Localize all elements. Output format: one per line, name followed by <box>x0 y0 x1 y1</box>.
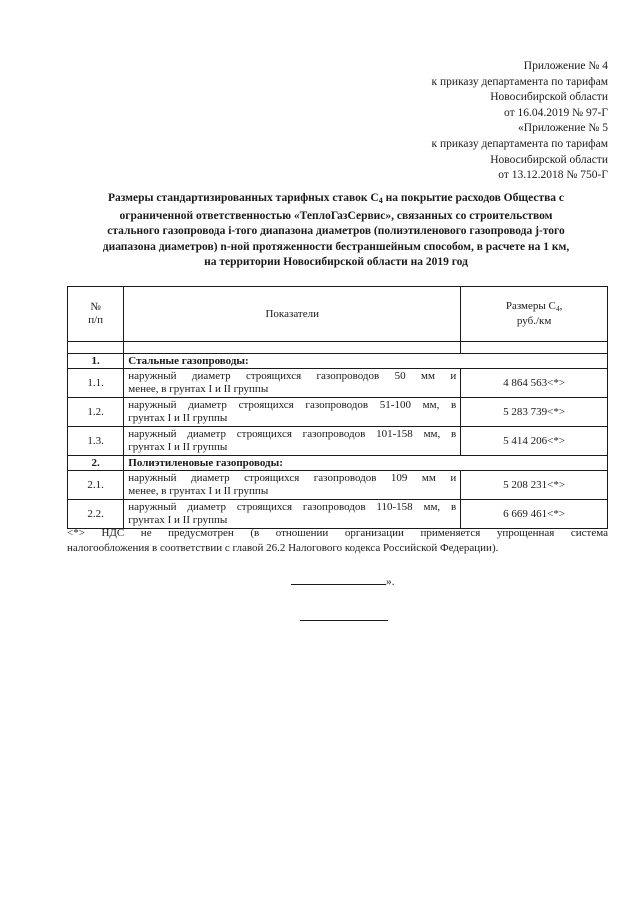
header-line: Приложение № 4 <box>523 60 608 72</box>
row-name <box>124 398 461 427</box>
header-line: Новосибирской области <box>490 91 608 104</box>
section-row-polyethylene <box>68 456 608 471</box>
row-num: 2.1. <box>68 471 124 500</box>
header-line: Новосибирской области <box>490 153 608 166</box>
row-name <box>124 427 461 456</box>
row-name-line: менее, в грунтах I и II группы <box>128 485 269 497</box>
row-name-line: грунтах I и II группы <box>128 514 228 526</box>
rates-table <box>67 286 608 529</box>
row-name-line: менее, в грунтах I и II группы <box>128 383 269 395</box>
spacer-row <box>68 342 608 354</box>
header-value-comma: , <box>559 300 563 312</box>
row-name <box>124 500 461 529</box>
row-name <box>124 471 461 500</box>
row-value: 5 283 739<*> <box>461 398 608 427</box>
title-line: стального газопровода i-того диапазона диаметров (полиэтиленового газопровода j-того <box>107 225 565 238</box>
spacer-cell <box>124 342 461 354</box>
row-name-line: грунтах I и II группы <box>128 441 228 453</box>
spacer-cell <box>461 342 608 354</box>
header-name-cell: Показатели <box>124 287 461 342</box>
row-name-line: наружный диаметр строящихся газопроводов 110-158 мм, в <box>128 501 457 513</box>
row-name-line: наружный диаметр строящихся газопроводов 51-100 мм, в <box>128 399 457 411</box>
title-line: диапазона диаметров) n-ной протяженности бестраншейным способом, в расчете на 1 км, <box>102 240 570 253</box>
header-num-cell <box>68 287 124 342</box>
row-name-line: наружный диаметр строящихся газопроводов 109 мм и <box>128 472 457 484</box>
row-value: 5 414 206<*> <box>461 427 608 456</box>
section-num: 2. <box>68 456 124 471</box>
row-value: 4 864 563<*> <box>461 369 608 398</box>
header-value-text: Размеры С <box>505 300 556 312</box>
signature-line <box>291 574 386 585</box>
footnote-line: <*> НДС не предусмотрен (в отношении организации применяется упрощенная система <box>67 527 608 539</box>
title-line: ограниченной ответственностью «ТеплоГазСервис», связанных со строительством <box>119 209 553 222</box>
bottom-rule <box>300 620 388 621</box>
table-row <box>68 471 608 500</box>
header-line: «Приложение № 5 <box>518 122 608 135</box>
row-value: 5 208 231<*> <box>461 471 608 500</box>
header-value-subscript: 4 <box>555 304 560 313</box>
section-num: 1. <box>68 354 124 369</box>
table-header-row <box>68 287 608 342</box>
title-text: на покрытие расходов Общества с <box>382 192 565 204</box>
footnote-line: налогообложения в соответствии с главой 26.2 Налогового кодекса Российской Федерации). <box>67 542 499 554</box>
title-text: Размеры стандартизированных тарифных ставок С <box>107 192 379 204</box>
document-title <box>66 191 606 271</box>
header-line: к приказу департамента по тарифам <box>431 137 608 150</box>
row-name <box>124 369 461 398</box>
header-num-symbol: № <box>90 301 101 313</box>
row-num: 1.1. <box>68 369 124 398</box>
row-num: 1.3. <box>68 427 124 456</box>
header-value-cell <box>461 287 608 342</box>
row-num: 1.2. <box>68 398 124 427</box>
row-name-line: наружный диаметр строящихся газопроводов 50 мм и <box>128 370 457 382</box>
header-line: от 16.04.2019 № 97-Г <box>504 106 608 119</box>
table-row <box>68 427 608 456</box>
row-value: 6 669 461<*> <box>461 500 608 529</box>
header-num-label: п/п <box>88 314 104 326</box>
header-line: от 13.12.2018 № 750-Г <box>498 169 608 182</box>
appendix-header <box>431 59 608 184</box>
footnote <box>67 526 608 556</box>
section-title: Стальные газопроводы: <box>124 354 608 369</box>
closing-mark <box>291 574 395 588</box>
title-subscript: 4 <box>378 196 383 205</box>
title-line <box>66 191 606 209</box>
header-line: к приказу департамента по тарифам <box>431 75 608 88</box>
table-row <box>68 369 608 398</box>
table-row <box>68 398 608 427</box>
row-name-line: грунтах I и II группы <box>128 412 228 424</box>
spacer-cell <box>68 342 124 354</box>
closing-quote: ». <box>386 576 395 588</box>
table-row <box>68 500 608 529</box>
row-num: 2.2. <box>68 500 124 529</box>
section-row-steel <box>68 354 608 369</box>
title-line: на территории Новосибирской области на 2019 год <box>204 256 468 269</box>
header-value-unit: руб./км <box>516 315 552 327</box>
row-name-line: наружный диаметр строящихся газопроводов 101-158 мм, в <box>128 428 457 440</box>
section-title: Полиэтиленовые газопроводы: <box>124 456 608 471</box>
